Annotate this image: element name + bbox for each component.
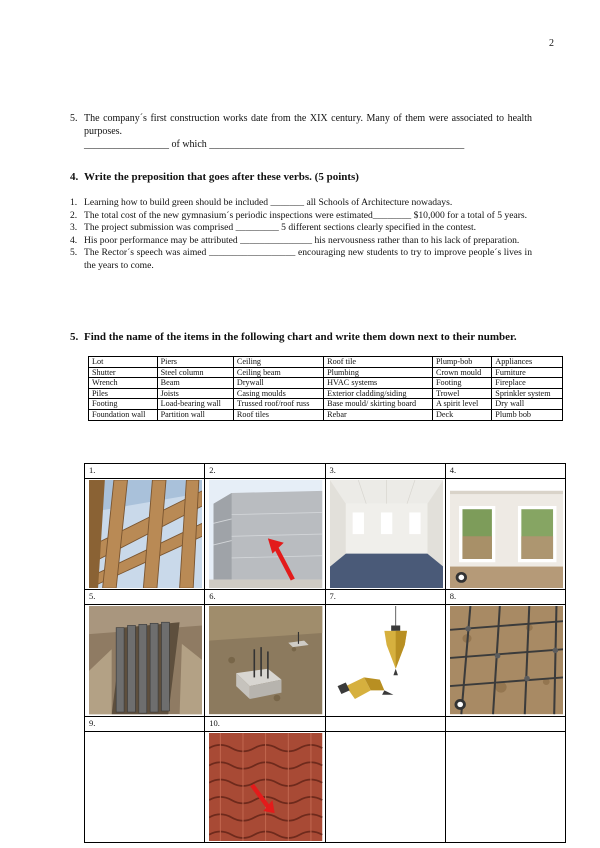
concrete-footing-photo: [209, 606, 322, 714]
item-number: 2.: [70, 209, 78, 221]
metal-cladding-building-photo: [209, 480, 322, 588]
list-item: [70, 235, 532, 248]
vocab-cell: Partition wall: [157, 409, 233, 420]
vocab-cell: Load-bearing wall: [157, 399, 233, 410]
vocab-row: [89, 367, 563, 378]
vocab-cell: Roof tiles: [233, 409, 323, 420]
vocab-cell: Plumbing: [324, 367, 433, 378]
vocab-row: [89, 399, 563, 410]
list-item: [70, 222, 532, 235]
item-number: 3.: [70, 222, 78, 234]
image-label-row: [85, 590, 566, 605]
image-label: 6.: [205, 590, 325, 605]
vocab-cell: Joists: [157, 388, 233, 399]
steel-piles-photo: [89, 606, 202, 714]
item-text: His poor performance may be attributed _______________ his nervousness rather than to his lack of preparation.: [84, 234, 520, 246]
section-title: Write the preposition that goes after these verbs. (5 points): [84, 171, 359, 183]
vocab-cell: Crown mould: [432, 367, 491, 378]
item-number: 5.: [70, 113, 78, 124]
vocab-row: [89, 378, 563, 389]
image-label: 5.: [85, 590, 205, 605]
item-text: The company´s first construction works date from the XIX century. Many of them were associated to health purposes.: [84, 113, 532, 137]
list-item: [70, 210, 532, 223]
image-label: 3.: [325, 464, 445, 479]
item-text: The total cost of the new gymnasium´s periodic inspections were estimated________ $10,000 for a total of 5 years.: [84, 209, 528, 221]
vocabulary-table: [88, 356, 563, 421]
vocab-cell: Ceiling beam: [233, 367, 323, 378]
image-label: 10.: [205, 716, 325, 731]
vocab-cell: Deck: [432, 409, 491, 420]
image-label: 2.: [205, 464, 325, 479]
section-number: 5.: [70, 331, 79, 343]
image-row: [85, 479, 566, 590]
vocab-cell: A spirit level: [432, 399, 491, 410]
image-label: 7.: [325, 590, 445, 605]
section-number: 4.: [70, 171, 79, 183]
item-number: 5.: [70, 247, 78, 259]
vocab-cell: Lot: [89, 357, 158, 368]
wooden-joists-photo: [89, 480, 202, 588]
item-number: 1.: [70, 197, 78, 208]
drywall-ceiling-room-photo: [330, 480, 443, 588]
vocab-cell: Casing moulds: [233, 388, 323, 399]
item-text: The project submission was comprised _________ 5 different sections clearly specified in the contest.: [84, 222, 477, 234]
vocab-cell: Foundation wall: [89, 409, 158, 420]
image-label: 4.: [445, 464, 565, 479]
preposition-list: [70, 197, 532, 273]
vocab-cell: Piles: [89, 388, 158, 399]
vocab-cell: Appliances: [492, 357, 563, 368]
vocab-cell: Trussed roof/roof russ: [233, 399, 323, 410]
vocab-row: [89, 388, 563, 399]
vocab-cell: Fireplace: [492, 378, 563, 389]
vocab-row: [89, 409, 563, 420]
vocab-cell: Plumb bob: [492, 409, 563, 420]
vocab-cell: Rebar: [324, 409, 433, 420]
image-label: 1.: [85, 464, 205, 479]
section-title: Find the name of the items in the following chart and write them down next to their number.: [84, 331, 517, 343]
image-grid: [84, 463, 566, 843]
plumb-bob-photo: [330, 606, 443, 714]
vocab-cell: Dry wall: [492, 399, 563, 410]
vocab-cell: Plump-bob: [432, 357, 491, 368]
question-5-item: [70, 112, 532, 151]
vocab-cell: Roof tile: [324, 357, 433, 368]
section-5-heading: [70, 331, 517, 343]
vocab-cell: Steel column: [157, 367, 233, 378]
vocab-cell: Furniture: [492, 367, 563, 378]
image-label: 9.: [85, 716, 205, 731]
vocab-cell: Exterior cladding/siding: [324, 388, 433, 399]
rebar-grid-photo: [450, 606, 563, 714]
roof-tiles-photo: [209, 733, 322, 841]
answer-line: _________________ of which ___________________________________________________: [84, 139, 465, 150]
vocab-cell: Trowel: [432, 388, 491, 399]
list-item: [70, 247, 532, 272]
item-text: Learning how to build green should be included _______ all Schools of Architecture nowadays.: [84, 197, 453, 208]
image-label-row: [85, 716, 566, 731]
vocab-cell: Drywall: [233, 378, 323, 389]
vocab-cell: Base mould/ skirting board: [324, 399, 433, 410]
vocab-row: [89, 357, 563, 368]
vocab-cell: HVAC systems: [324, 378, 433, 389]
section-4-heading: [70, 171, 359, 183]
vocab-cell: Sprinkler system: [492, 388, 563, 399]
crown-moulding-room-photo: [450, 480, 563, 588]
image-row: [85, 605, 566, 716]
vocab-cell: Piers: [157, 357, 233, 368]
vocab-cell: Shutter: [89, 367, 158, 378]
vocab-cell: Wrench: [89, 378, 158, 389]
list-item: [70, 197, 532, 210]
image-label-row: [85, 464, 566, 479]
image-label: 8.: [445, 590, 565, 605]
item-text: The Rector´s speech was aimed __________________ encouraging new students to try to improve people´s lives in the years to come.: [84, 247, 532, 271]
vocab-cell: Footing: [89, 399, 158, 410]
image-row: [85, 731, 566, 842]
vocab-cell: Beam: [157, 378, 233, 389]
list-item: [70, 112, 532, 151]
vocab-cell: Ceiling: [233, 357, 323, 368]
item-number: 4.: [70, 234, 78, 246]
vocab-cell: Footing: [432, 378, 491, 389]
page-number: 2: [549, 38, 554, 49]
